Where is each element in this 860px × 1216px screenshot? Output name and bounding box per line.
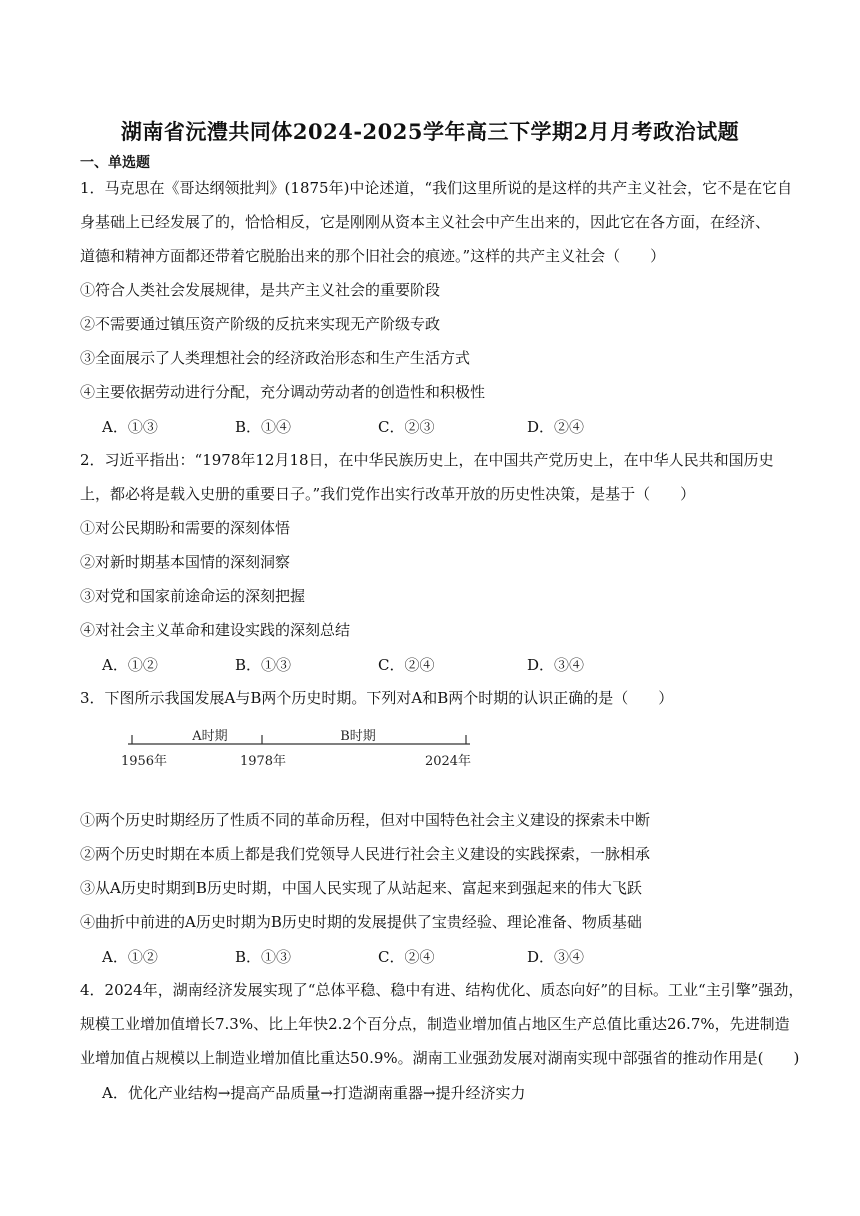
q2-option-d[interactable]: D．③④ <box>527 656 585 674</box>
year-label-1978: 1978年 <box>239 754 287 769</box>
q1-option-c[interactable]: C．②③ <box>378 418 435 436</box>
q3-item-2: ②两个历史时期在本质上都是我们党领导人民进行社会主义建设的实践探索，一脉相承 <box>80 845 651 863</box>
q2-stem-line-1: 2．习近平指出：“1978年12月18日，在中华民族历史上，在中国共产党历史上，在中华人民共和国历史 <box>80 451 774 469</box>
q3-option-c[interactable]: C．②④ <box>378 948 435 966</box>
q1-option-a[interactable]: A．①③ <box>102 418 158 436</box>
q2-item-4: ④对社会主义革命和建设实践的深刻总结 <box>80 621 351 639</box>
q1-item-3: ③全面展示了人类理想社会的经济政治形态和生产生活方式 <box>80 349 471 367</box>
q2-option-c[interactable]: C．②④ <box>378 656 435 674</box>
q3-item-4: ④曲折中前进的A历史时期为B历史时期的发展提供了宝贵经验、理论准备、物质基础 <box>80 913 642 931</box>
q1-option-d[interactable]: D．②④ <box>527 418 585 436</box>
q3-option-a[interactable]: A．①② <box>102 948 158 966</box>
q2-option-b[interactable]: B．①③ <box>235 656 292 674</box>
q1-item-1: ①符合人类社会发展规律，是共产主义社会的重要阶段 <box>80 281 441 299</box>
q1-stem-line-1: 1．马克思在《哥达纲领批判》(1875年)中论述道，“我们这里所说的是这样的共产主义社会，它不是在它自 <box>80 179 793 197</box>
q4-option-a[interactable]: A．优化产业结构→提高产品质量→打造湖南重器→提升经济实力 <box>102 1084 526 1102</box>
year-label-1956: 1956年 <box>120 754 168 769</box>
q3-item-1: ①两个历史时期经历了性质不同的革命历程，但对中国特色社会主义建设的探索未中断 <box>80 811 651 829</box>
year-label-2024: 2024年 <box>424 754 472 769</box>
q3-item-3: ③从A历史时期到B历史时期，中国人民实现了从站起来、富起来到强起来的伟大飞跃 <box>80 879 642 897</box>
q2-item-1: ①对公民期盼和需要的深刻体悟 <box>80 519 291 537</box>
q3-option-d[interactable]: D．③④ <box>527 948 585 966</box>
period-b-label: B时期 <box>340 729 376 744</box>
q2-stem-line-2: 上，都必将是载入史册的重要日子。”我们党作出实行改革开放的历史性决策，是基于（ ） <box>80 485 696 503</box>
timeline-figure <box>118 722 478 772</box>
q3-stem-line-1: 3．下图所示我国发展A与B两个历史时期。下列对A和B两个时期的认识正确的是（ ） <box>80 689 674 707</box>
q2-option-a[interactable]: A．①② <box>102 656 158 674</box>
q4-stem-line-1: 4．2024年，湖南经济发展实现了“总体平稳、稳中有进、结构优化、质态向好”的目标。工业“主引擎”强劲， <box>80 981 804 999</box>
section-heading: 一、单选题 <box>80 155 150 171</box>
q4-stem-line-2: 规模工业增加值增长7.3%、比上年快2.2个百分点，制造业增加值占地区生产总值比重达26.7%，先进制造 <box>80 1015 790 1033</box>
page-title: 湖南省沅澧共同体2024-2025学年高三下学期2月月考政治试题 <box>120 119 740 144</box>
q1-item-2: ②不需要通过镇压资产阶级的反抗来实现无产阶级专政 <box>80 315 441 333</box>
q1-option-b[interactable]: B．①④ <box>235 418 292 436</box>
q3-option-b[interactable]: B．①③ <box>235 948 292 966</box>
q1-stem-line-2: 身基础上已经发展了的，恰恰相反，它是刚刚从资本主义社会中产生出来的，因此它在各方面，在经济、 <box>80 213 771 231</box>
q4-stem-line-3: 业增加值占规模以上制造业增加值比重达50.9%。湖南工业强劲发展对湖南实现中部强省的推动作用是( ) <box>80 1049 800 1067</box>
q1-item-4: ④主要依据劳动进行分配，充分调动劳动者的创造性和积极性 <box>80 383 486 401</box>
q2-item-2: ②对新时期基本国情的深刻洞察 <box>80 553 291 571</box>
q2-item-3: ③对党和国家前途命运的深刻把握 <box>80 587 306 605</box>
period-a-label: A时期 <box>192 729 228 744</box>
q1-stem-line-3: 道德和精神方面都还带着它脱胎出来的那个旧社会的痕迹。”这样的共产主义社会（ ） <box>80 247 666 265</box>
